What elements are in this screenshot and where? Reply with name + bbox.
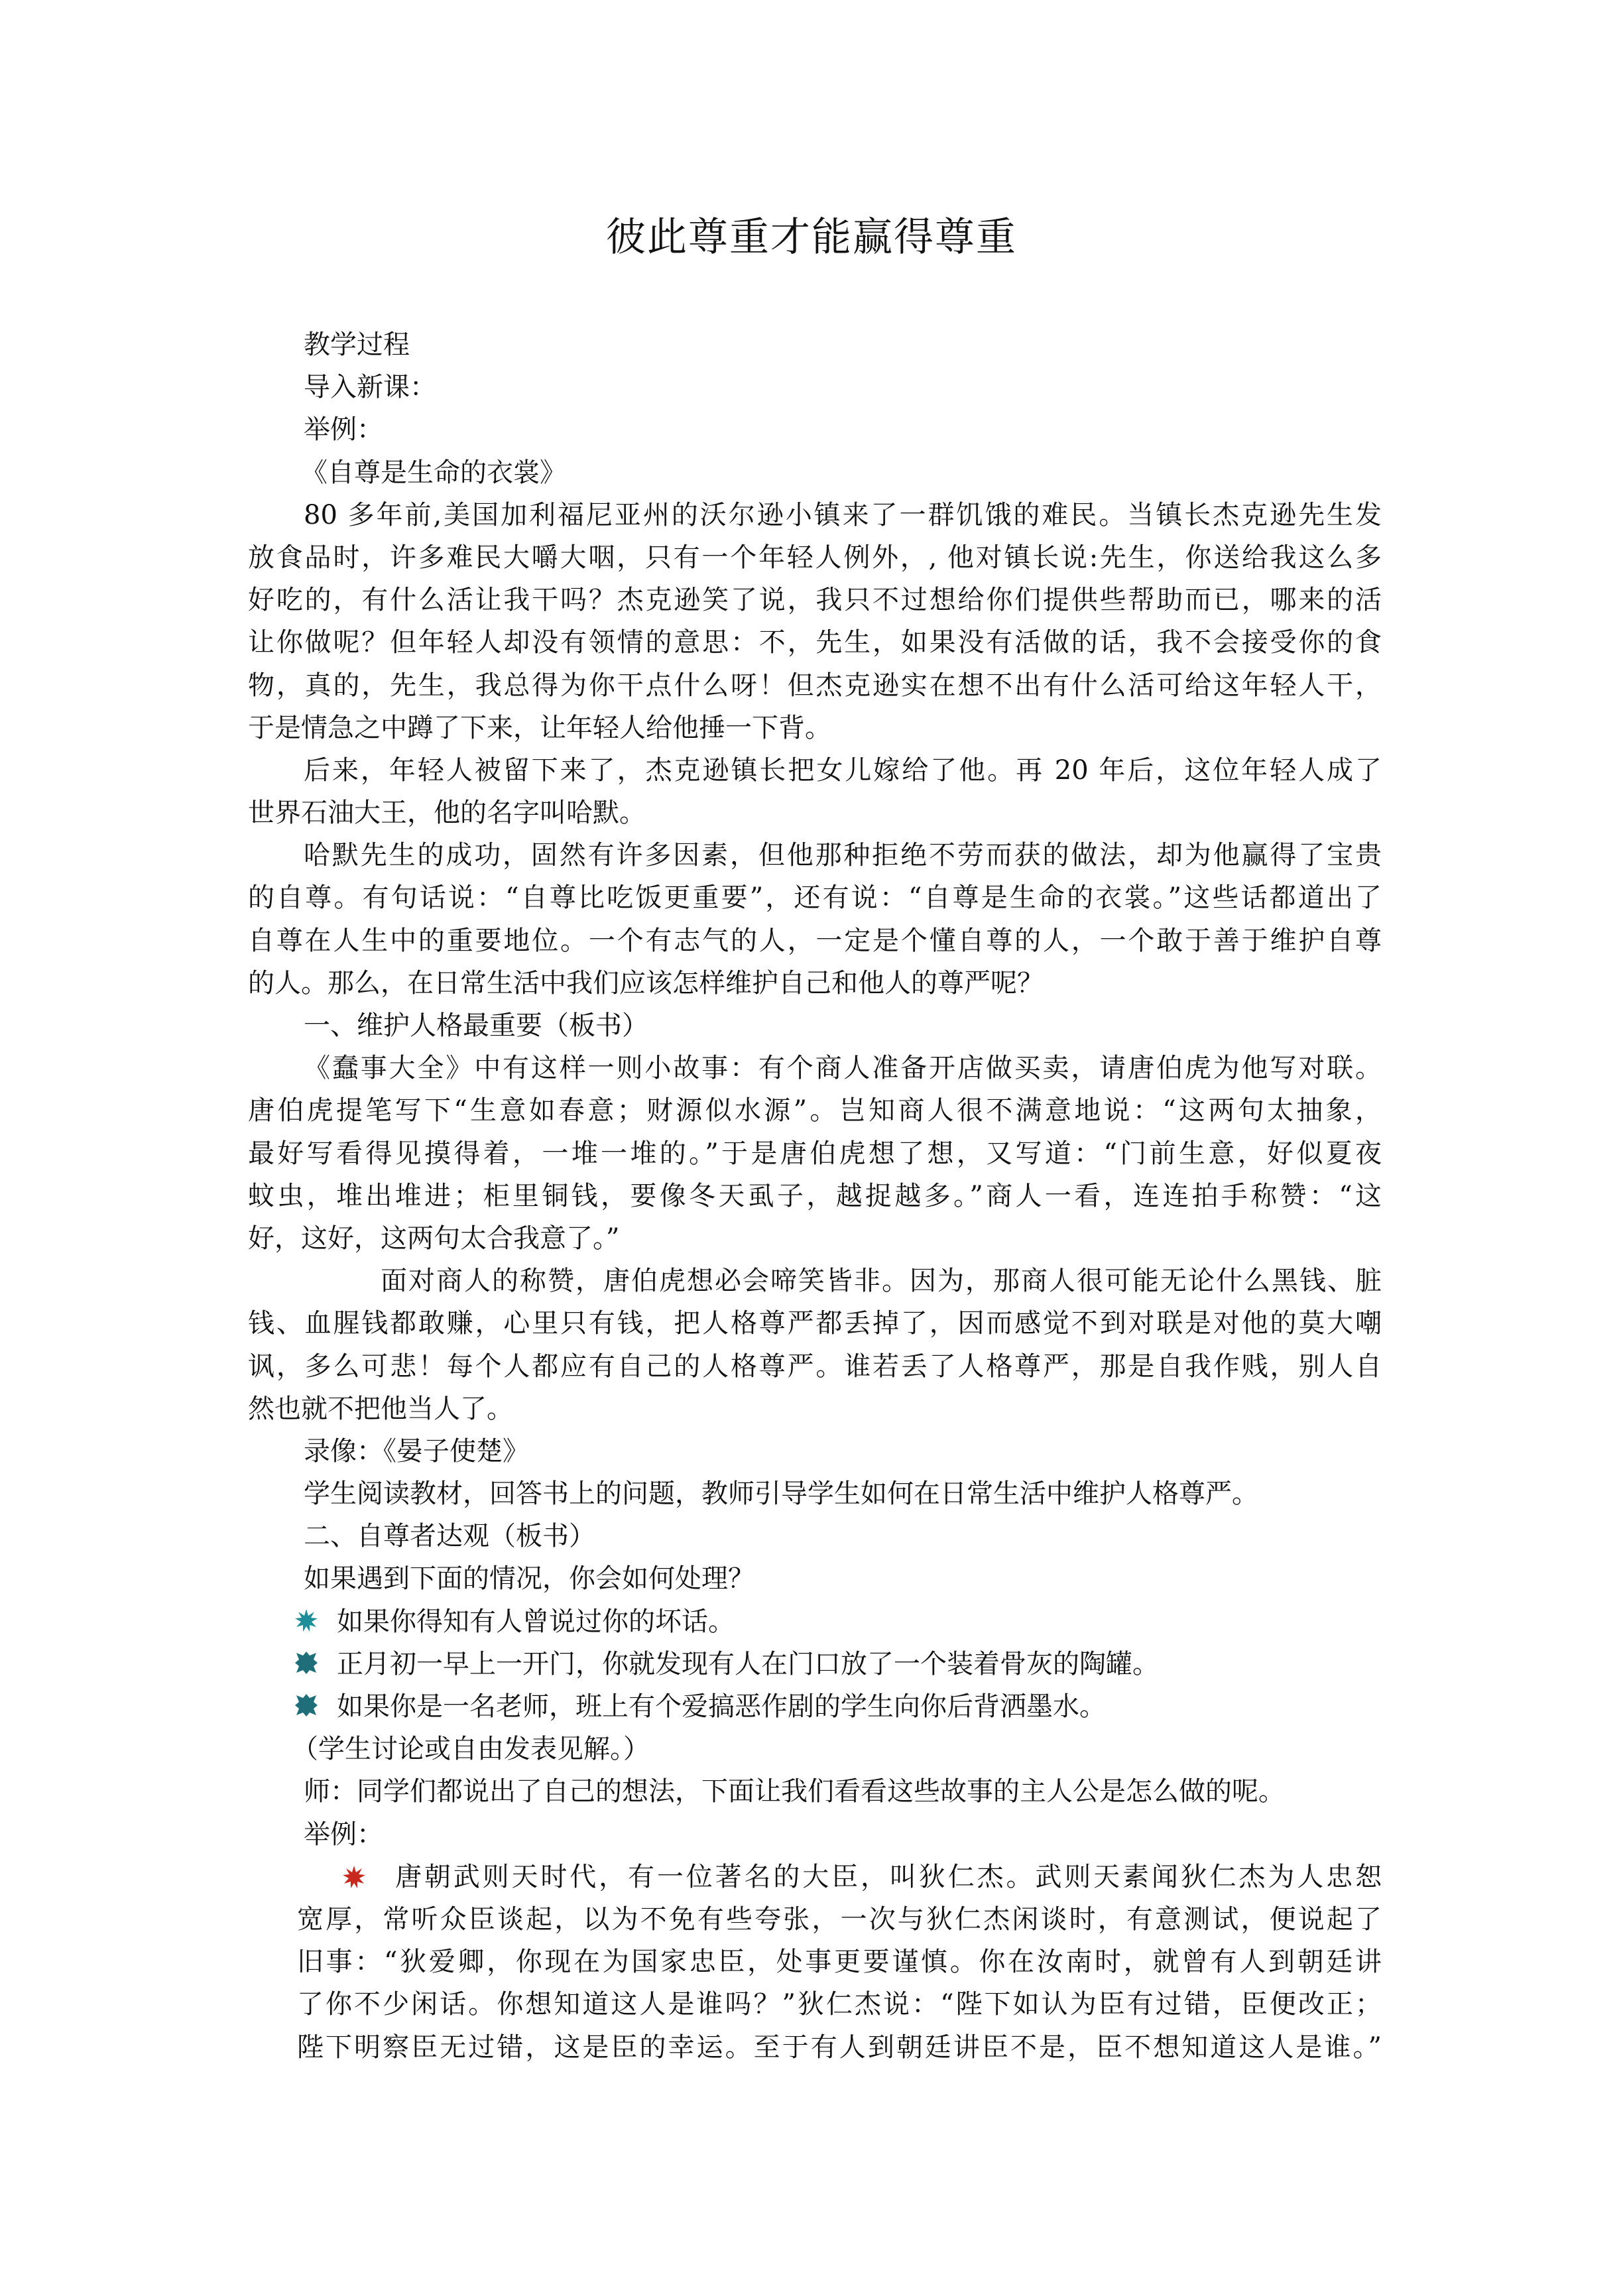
- paragraph-line: 蚊虫，堆出堆进；柜里铜钱，要像冬天虱子，越捉越多。”商人一看，连连拍手称赞：“这: [248, 1180, 1382, 1211]
- section-heading: 一、维护人格最重要（板书）: [304, 1010, 648, 1041]
- list-item: [248, 1643, 1382, 1685]
- paragraph-line: 然也就不把他当人了。: [248, 1393, 513, 1424]
- paragraph-line: 唐伯虎提笔写下“生意如春意；财源似水源”。岂知商人很不满意地说：“这两句太抽象，: [248, 1095, 1382, 1126]
- paragraph-line: 的自尊。有句话说：“自尊比吃饭更重要”，还有说：“自尊是生命的衣裳。”这些话都道出了: [248, 882, 1382, 914]
- paragraph-line: 陛下明察臣无过错，这是臣的幸运。至于有人到朝廷讲臣不是，臣不想知道这人是谁。”: [297, 2031, 1382, 2063]
- paragraph-line: 世界石油大王，他的名字叫哈默。: [248, 798, 646, 829]
- list-item-text: 正月初一早上一开门，你就发现有人在门口放了一个装着骨灰的陶罐。: [337, 1648, 1159, 1679]
- paragraph-line: 讽，多么可悲！每个人都应有自己的人格尊严。谁若丢了人格尊严，那是自我作贱，别人自: [248, 1351, 1382, 1382]
- paragraph-line: 宽厚，常听众臣谈起，以为不免有些夸张，一次与狄仁杰闲谈时，有意测试，便说起了: [297, 1903, 1382, 1935]
- paragraph-line: 《蠢事大全》中有这样一则小故事：有个商人准备开店做买卖，请唐伯虎为他写对联。: [304, 1053, 1382, 1084]
- paragraph-line: 好吃的，有什么活让我干吗？杰克逊笑了说，我只不过想给你们提供些帮助而已，哪来的活: [248, 585, 1382, 616]
- section-label: 举例：: [304, 1819, 383, 1850]
- section-label: 教学过程: [304, 330, 410, 360]
- paragraph-line: 物，真的，先生，我总得为你干点什么呀！但杰克逊实在想不出有什么活可给这年轻人干，: [248, 670, 1382, 701]
- paragraph-line: 最好写看得见摸得着，一堆一堆的。”于是唐伯虎想了想，又写道：“门前生意，好似夏夜: [248, 1138, 1382, 1169]
- paragraph-line: 好，这好，这两句太合我意了。”: [248, 1223, 620, 1254]
- list-item: [248, 1601, 1382, 1643]
- paragraph-line: 师：同学们都说出了自己的想法，下面让我们看看这些故事的主人公是怎么做的呢。: [304, 1776, 1285, 1807]
- teal-square-burst-icon: [294, 1651, 318, 1675]
- paragraph-line: 后来，年轻人被留下来了，杰克逊镇长把女儿嫁给了他。再 20 年后，这位年轻人成了: [304, 755, 1382, 786]
- section-label: 举例：: [304, 414, 383, 446]
- paragraph-line: 让你做呢？但年轻人却没有领情的意思：不，先生，如果没有活做的话，我不会接受你的食: [248, 627, 1382, 658]
- red-starburst-icon: [342, 1865, 366, 1889]
- paragraph-line: 自尊在人生中的重要地位。一个有志气的人，一定是个懂自尊的人，一个敢于善于维护自尊: [248, 925, 1382, 956]
- paragraph-line: 了你不少闲话。你想知道这人是谁吗？”狄仁杰说：“陛下如认为臣有过错，臣便改正；: [297, 1989, 1382, 2020]
- teal-square-burst-icon: [294, 1693, 318, 1717]
- teal-starburst-icon: [294, 1608, 318, 1632]
- list-item-text: 如果你是一名老师，班上有个爱搞恶作剧的学生向你后背洒墨水。: [337, 1691, 1106, 1722]
- paragraph-line: 于是情急之中蹲了下来，让年轻人给他捶一下背。: [248, 712, 831, 743]
- paragraph-line: 如果遇到下面的情况，你会如何处理？: [304, 1563, 754, 1595]
- paragraph-line: 录像：《晏子使楚》: [304, 1435, 529, 1467]
- list-item-text: 唐朝武则天时代，有一位著名的大臣，叫狄仁杰。武则天素闻狄仁杰为人忠恕: [395, 1861, 1382, 1892]
- paragraph-line: 放食品时，许多难民大嚼大咽，只有一个年轻人例外，, 他对镇长说:先生，你送给我这么多: [248, 542, 1382, 573]
- list-item: [248, 1856, 1382, 1898]
- paragraph-line: 哈默先生的成功，固然有许多因素，但他那种拒绝不劳而获的做法，却为他赢得了宝贵: [304, 840, 1382, 871]
- document-body: [248, 324, 1382, 2069]
- list-item: [248, 1685, 1382, 1728]
- paragraph-line: 80 多年前,美国加利福尼亚州的沃尔逊小镇来了一群饥饿的难民。当镇长杰克逊先生发: [304, 499, 1382, 530]
- page-title: 彼此尊重才能赢得尊重: [606, 214, 1017, 261]
- paragraph-line: 的人。那么，在日常生活中我们应该怎样维护自己和他人的尊严呢？: [248, 967, 1044, 998]
- section-label: 导入新课：: [304, 372, 436, 403]
- paragraph-line: （学生讨论或自由发表见解。）: [292, 1734, 650, 1765]
- paragraph-line: 面对商人的称赞，唐伯虎想必会啼笑皆非。因为，那商人很可能无论什么黑钱、脏: [381, 1266, 1382, 1297]
- paragraph-line: 旧事：“狄爱卿，你现在为国家忠臣，处事更要谨慎。你在汝南时，就曾有人到朝廷讲: [297, 1947, 1382, 1978]
- paragraph-line: 钱、血腥钱都敢赚，心里只有钱，把人格尊严都丢掉了，因而感觉不到对联是对他的莫大嘲: [248, 1308, 1382, 1339]
- section-heading: 二、自尊者达观（板书）: [304, 1521, 595, 1552]
- list-item-text: 如果你得知有人曾说过你的坏话。: [337, 1606, 735, 1637]
- paragraph-line: 学生阅读教材，回答书上的问题，教师引导学生如何在日常生活中维护人格尊严。: [304, 1479, 1258, 1510]
- story-title: 《自尊是生命的衣裳》: [301, 457, 566, 488]
